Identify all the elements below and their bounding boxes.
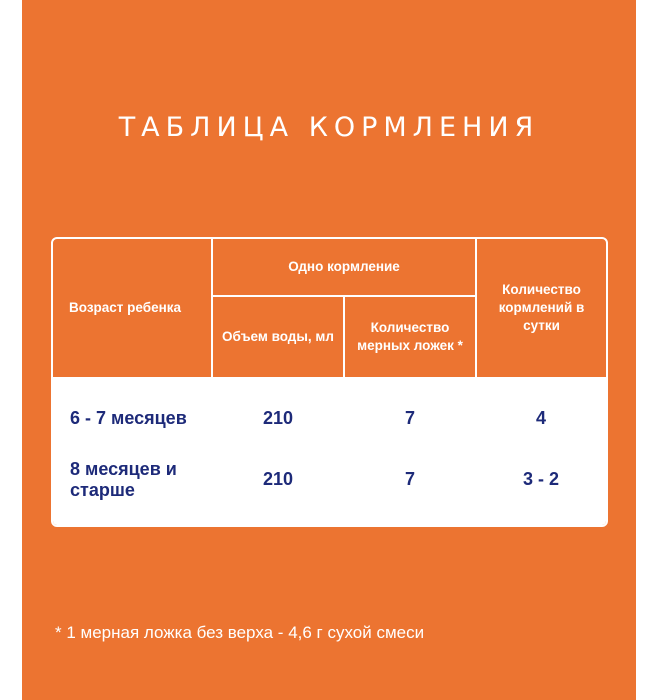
header-single-feeding: Одно кормление <box>212 239 476 296</box>
cell-spoons: 7 <box>405 469 416 489</box>
cell-age: 8 месяцев и старше <box>70 459 177 500</box>
header-age: Возраст ребенка <box>53 239 212 378</box>
header-water-volume: Объем воды, мл <box>212 296 344 378</box>
table-row <box>53 457 606 527</box>
cell-water: 210 <box>262 407 294 428</box>
header-spoons: Количество мерных ложек * <box>344 296 476 378</box>
feeding-table <box>51 237 608 527</box>
header-feedings-per-day: Количество кормлений в сутки <box>476 239 606 378</box>
cell-age: 6 - 7 месяцев <box>70 407 187 428</box>
cell-water: 210 <box>262 469 294 489</box>
page-title: ТАБЛИЦА КОРМЛЕНИЯ <box>118 112 540 143</box>
cell-feedings: 3 - 2 <box>523 469 560 489</box>
footnote: * 1 мерная ложка без верха - 4,6 г сухой смеси <box>55 623 425 642</box>
cell-spoons: 7 <box>405 407 416 428</box>
table-row <box>53 378 606 457</box>
cell-feedings: 4 <box>536 407 547 428</box>
